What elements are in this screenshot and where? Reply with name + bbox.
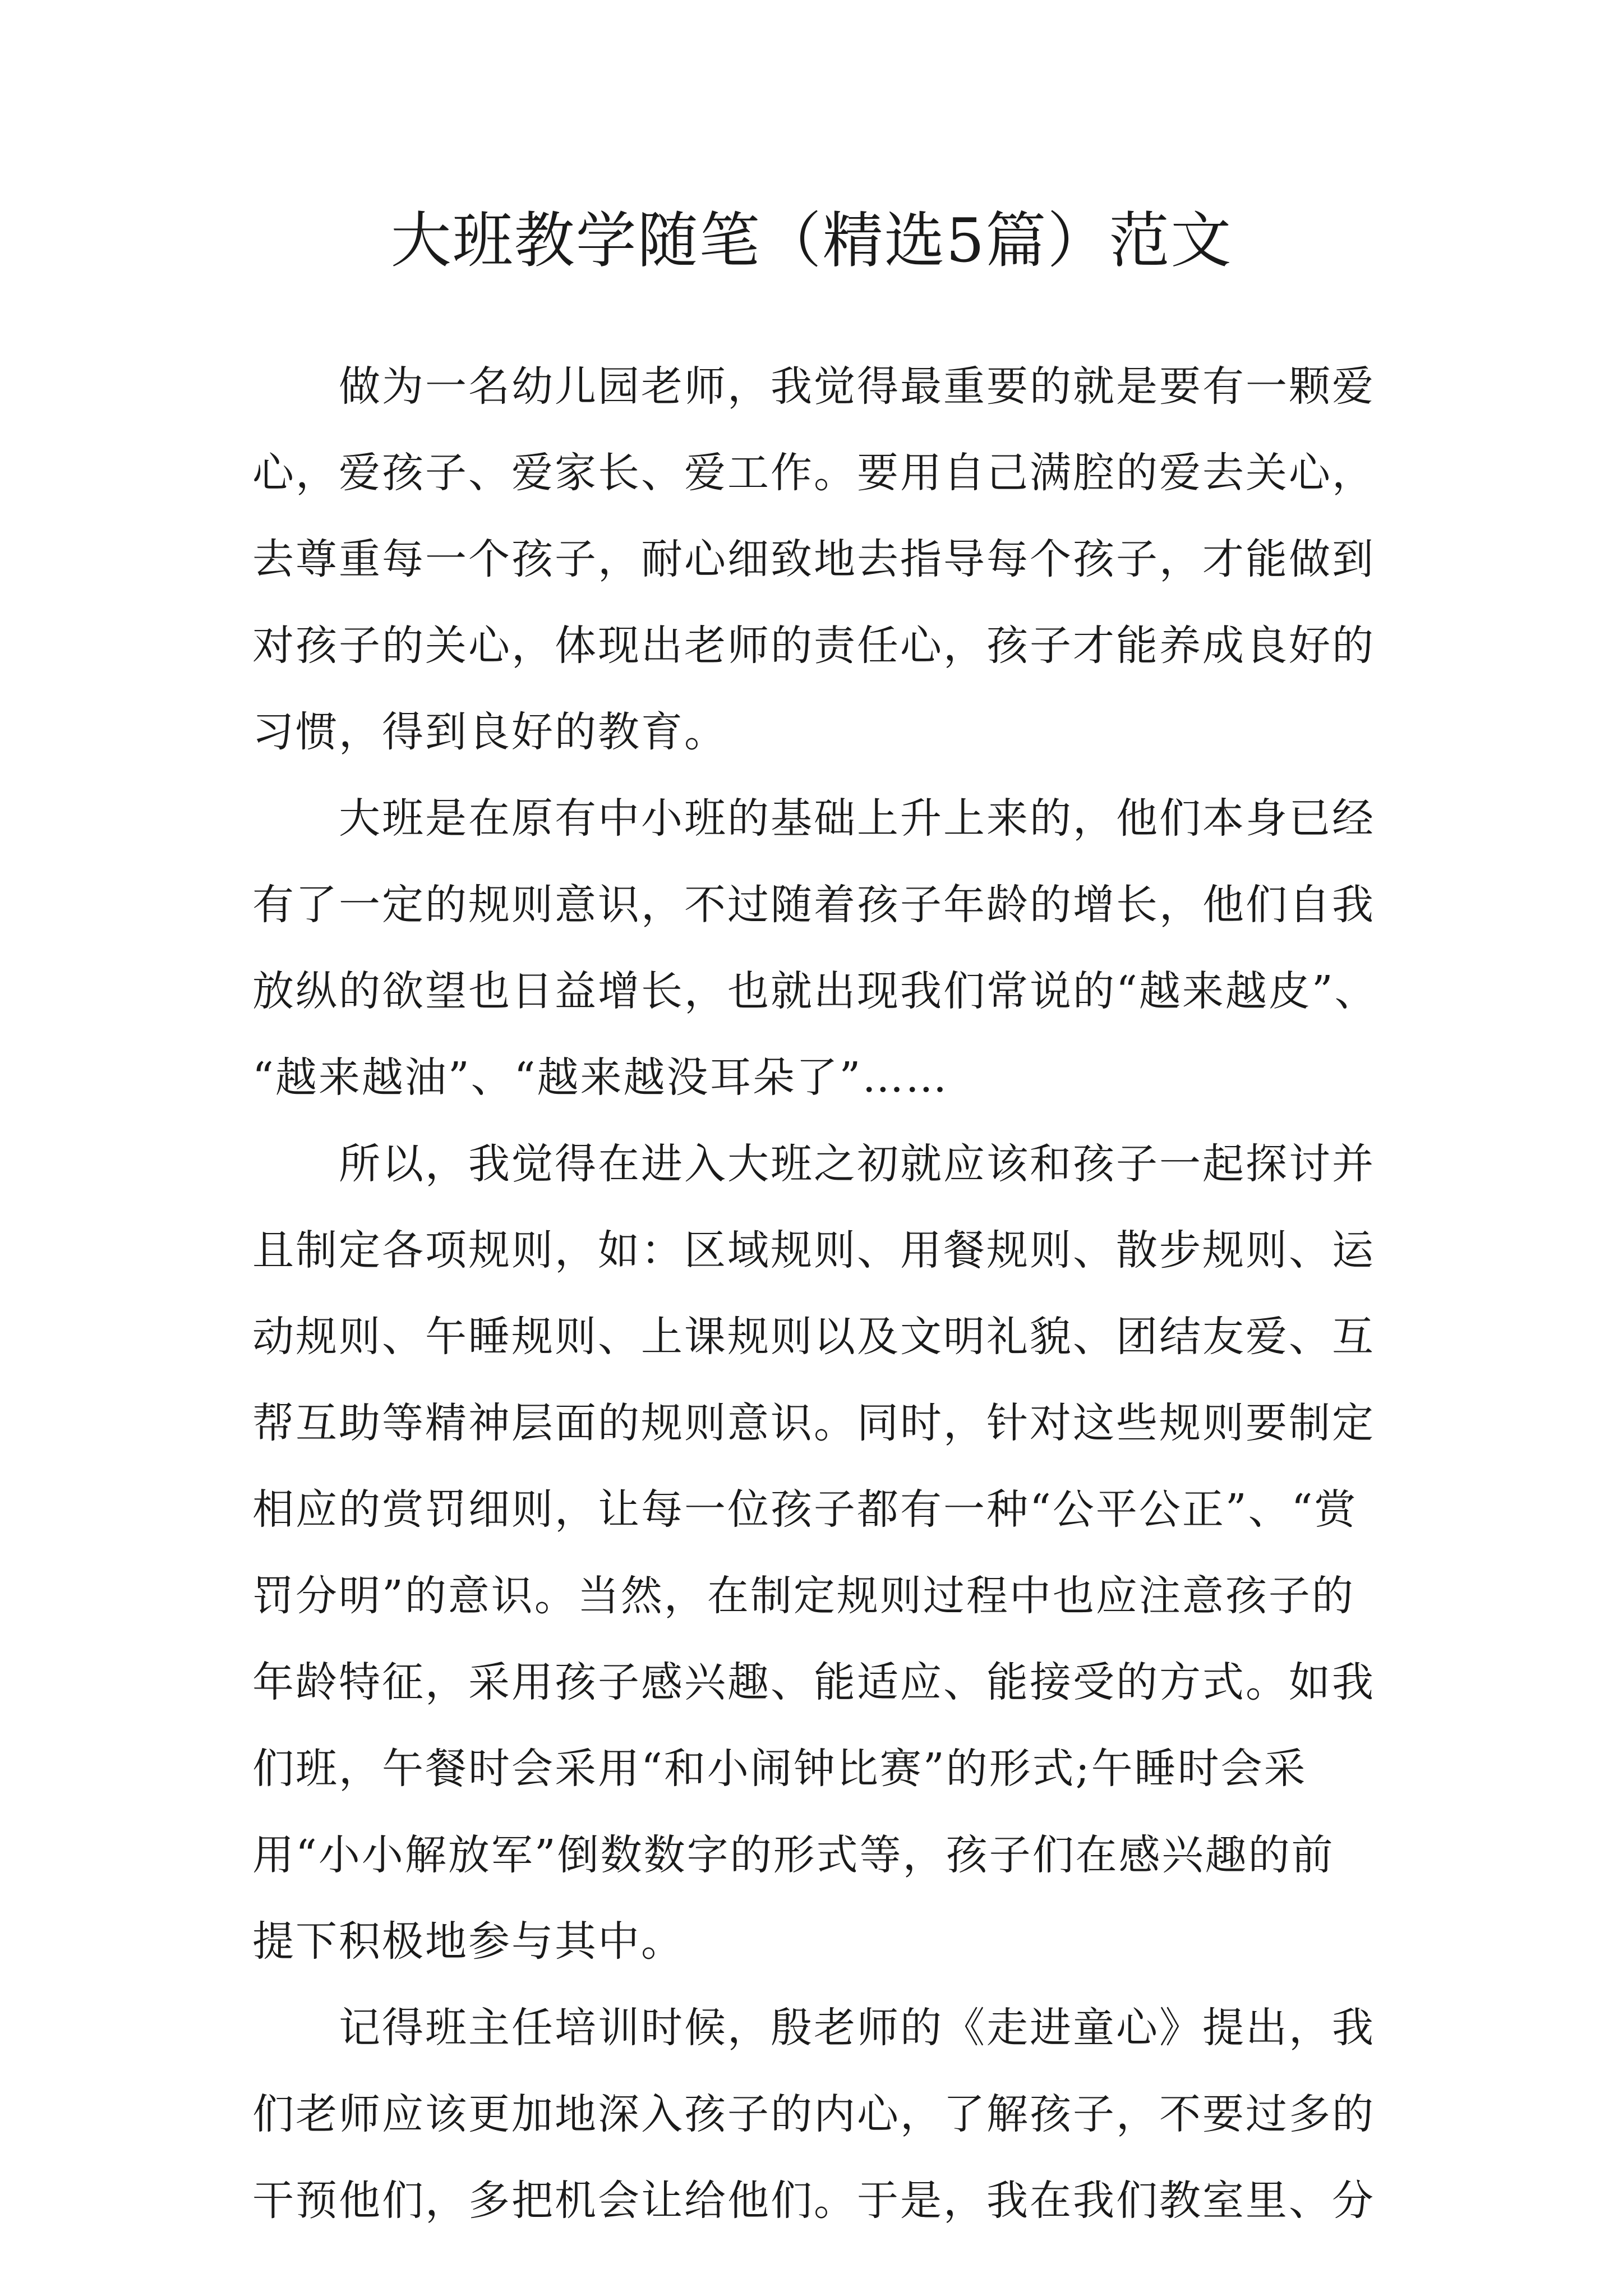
text-line: 所以，我觉得在进入大班之初就应该和孩子一起探讨并 xyxy=(339,1140,1375,1188)
text-line: 放纵的欲望也日益增长，也就出现我们常说的“越来越皮”、 xyxy=(252,967,1378,1015)
text-line: 帮互助等精神层面的规则意识。同时，针对这些规则要制定 xyxy=(252,1399,1375,1447)
text-line: 对孩子的关心，体现出老师的责任心，孩子才能养成良好的 xyxy=(252,622,1375,670)
paragraph-4 xyxy=(252,1985,1458,2244)
text-line: 去尊重每一个孩子，耐心细致地去指导每个孩子，才能做到 xyxy=(252,535,1375,583)
text-line: 习惯，得到良好的教育。 xyxy=(252,708,727,756)
paragraph-1 xyxy=(252,343,1458,775)
text-line: 心，爱孩子、爱家长、爱工作。要用自己满腔的爱去关心， xyxy=(252,449,1375,497)
text-line: 们班，午餐时会采用“和小闹钟比赛”的形式;午睡时会采 xyxy=(252,1745,1307,1793)
text-line: 大班是在原有中小班的基础上升上来的，他们本身已经 xyxy=(339,794,1375,843)
text-line: 干预他们，多把机会让给他们。于是，我在我们教室里、分 xyxy=(252,2177,1375,2225)
text-line: 用“小小解放军”倒数数字的形式等，孩子们在感兴趣的前 xyxy=(252,1831,1335,1879)
text-line: 年龄特征，采用孩子感兴趣、能适应、能接受的方式。如我 xyxy=(252,1658,1375,1706)
text-line: 罚分明”的意识。当然，在制定规则过程中也应注意孩子的 xyxy=(252,1572,1355,1620)
text-line: 提下积极地参与其中。 xyxy=(252,1917,684,1966)
text-line: 记得班主任培训时候，殷老师的《走进童心》提出，我 xyxy=(339,2004,1375,2052)
text-line: “越来越油”、“越来越没耳朵了”…… xyxy=(252,1053,949,1102)
paragraph-3 xyxy=(252,1121,1458,1985)
document-body xyxy=(252,343,1458,2244)
text-line: 有了一定的规则意识，不过随着孩子年龄的增长，他们自我 xyxy=(252,881,1375,929)
text-line: 且制定各项规则，如：区域规则、用餐规则、散步规则、运 xyxy=(252,1226,1375,1274)
document-title: 大班教学随笔（精选5篇）范文 xyxy=(390,206,1233,276)
text-line: 相应的赏罚细则，让每一位孩子都有一种“公平公正”、“赏 xyxy=(252,1485,1358,1534)
text-line: 们老师应该更加地深入孩子的内心，了解孩子，不要过多的 xyxy=(252,2090,1375,2138)
text-line: 动规则、午睡规则、上课规则以及文明礼貌、团结友爱、互 xyxy=(252,1313,1375,1361)
text-line: 做为一名幼儿园老师，我觉得最重要的就是要有一颗爱 xyxy=(339,362,1375,411)
paragraph-2 xyxy=(252,775,1458,1121)
